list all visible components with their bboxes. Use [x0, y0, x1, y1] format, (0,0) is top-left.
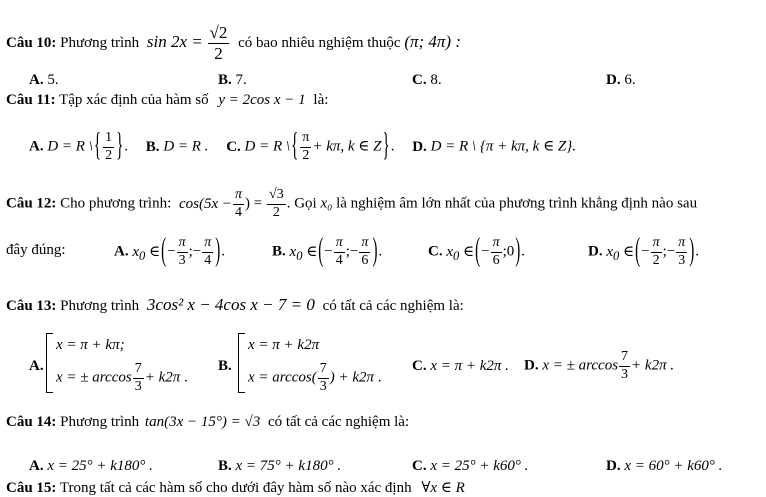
answer-11-c-key: C. — [226, 138, 241, 155]
answer-11-d-key: D. — [412, 138, 427, 155]
answer-13-b-line-2: x = arccos( $\frac{7}{3}$ ) + k2π . — [248, 361, 382, 394]
answer-10-c: C. 8. — [412, 72, 442, 88]
answer-12-b: B. $x_0$ ∈(− $\frac{\pi}{4}$ ;− $\frac{\pi}{6}$ ). — [272, 233, 383, 269]
answer-13-a-key: A. — [29, 358, 44, 374]
question-11-function: y = 2cos x − 1 — [218, 92, 306, 108]
answer-14-a: A. x = 25° + k180° . — [29, 458, 153, 474]
question-11-text: Tập xác định của hàm số — [59, 92, 209, 108]
question-14-text: Phương trình — [60, 414, 140, 430]
question-11 — [6, 93, 328, 108]
answer-13-b-key: B. — [218, 358, 232, 374]
answer-10-b: B. 7. — [218, 72, 247, 88]
question-12: Câu 12: Cho phương trình: cos(5x − $\frac{\pi}{4}$ ) = $\frac{√3}{2}$ . Gọi x₀ là nghiệm âm lớn nhất của phương trình khẳng định nào sau — [6, 187, 698, 220]
answer-11-b: D = R . — [163, 138, 209, 155]
answer-11-a-key: A. — [29, 138, 44, 155]
question-12-text-4: đây đúng: — [6, 242, 66, 258]
answer-13-c: C. x = π + k2π . — [412, 358, 509, 374]
question-10-interval: (π; 4π) : — [404, 31, 462, 51]
question-10-equation: sin 2x = — [146, 31, 203, 51]
answer-11-row: A. D = R \{ $\frac{1}{2}$ }. B. D = R . C. D = R \{ $\frac{\pi}{2}$ + kπ, k ∈ Z}. D. D = R \ {π + kπ, k ∈ Z}. — [29, 128, 577, 164]
answer-14-b: B. x = 75° + k180° . — [218, 458, 342, 474]
question-14 — [6, 415, 409, 430]
question-14-text-2: có tất cả các nghiệm là: — [267, 414, 410, 430]
question-11-text-end: là: — [313, 92, 329, 108]
answer-12-d: D. $x_0$ ∈(− $\frac{\pi}{2}$ ;− $\frac{\pi}{3}$ ). — [588, 233, 700, 269]
question-15-text: Trong tất cả các hàm số cho dưới đây hàm số nào xác định — [59, 480, 412, 496]
question-15-condition: ∀x ∈ R — [421, 480, 465, 496]
question-12-label: Câu 12: — [6, 195, 57, 212]
answer-13-a-bracket — [46, 333, 53, 393]
question-14-label: Câu 14: — [6, 414, 57, 430]
answer-13-d: D. x = ± arccos $\frac{7}{3}$ + k2π . — [524, 349, 675, 382]
answer-13-b-bracket — [238, 333, 245, 393]
question-10-text-2: có bao nhiêu nghiệm thuộc — [238, 34, 401, 51]
question-14-equation: tan(3x − 15°) = √3 — [144, 414, 261, 430]
answer-13-b-line-1: x = π + k2π — [248, 337, 320, 353]
question-10-fraction: $\frac{√2}{2}$ — [209, 23, 228, 63]
question-15-label: Câu 15: — [6, 480, 57, 496]
answer-10-d: D. 6. — [606, 72, 636, 88]
question-13 — [6, 296, 464, 314]
question-10 — [6, 24, 461, 63]
answer-12-a: A. $x_0$ ∈(− $\frac{\pi}{3}$ ;− $\frac{\pi}{4}$ ). — [114, 233, 226, 269]
question-13-equation: 3cos² x − 4cos x − 7 = 0 — [146, 295, 315, 314]
answer-13-a-line-1: x = π + kπ; — [56, 337, 125, 353]
answer-11-a: D = R \ — [47, 138, 93, 155]
answer-11-b-key: B. — [145, 138, 160, 155]
answer-10-a: A. 5. — [29, 72, 59, 88]
answer-11-c: D = R \ — [244, 138, 291, 155]
question-12-text: Cho phương trình: — [60, 195, 172, 212]
question-10-text: Phương trình — [60, 34, 140, 51]
answer-11-d: D = R \ {π + kπ, k ∈ Z}. — [430, 138, 577, 155]
question-11-label: Câu 11: — [6, 92, 56, 108]
answer-12-c: C. $x_0$ ∈(− $\frac{\pi}{6}$ ;0). — [428, 233, 526, 269]
question-15 — [6, 481, 465, 496]
answer-13-a-line-2: x = ± arccos $\frac{7}{3}$ + k2π . — [56, 361, 188, 394]
answer-14-d: D. x = 60° + k60° . — [606, 458, 723, 474]
question-13-text-2: có tất cả các nghiệm là: — [322, 298, 464, 314]
question-10-label: Câu 10: — [6, 34, 57, 51]
question-13-text: Phương trình — [60, 298, 140, 314]
answer-14-c: C. x = 25° + k60° . — [412, 458, 529, 474]
question-13-label: Câu 13: — [6, 298, 57, 314]
